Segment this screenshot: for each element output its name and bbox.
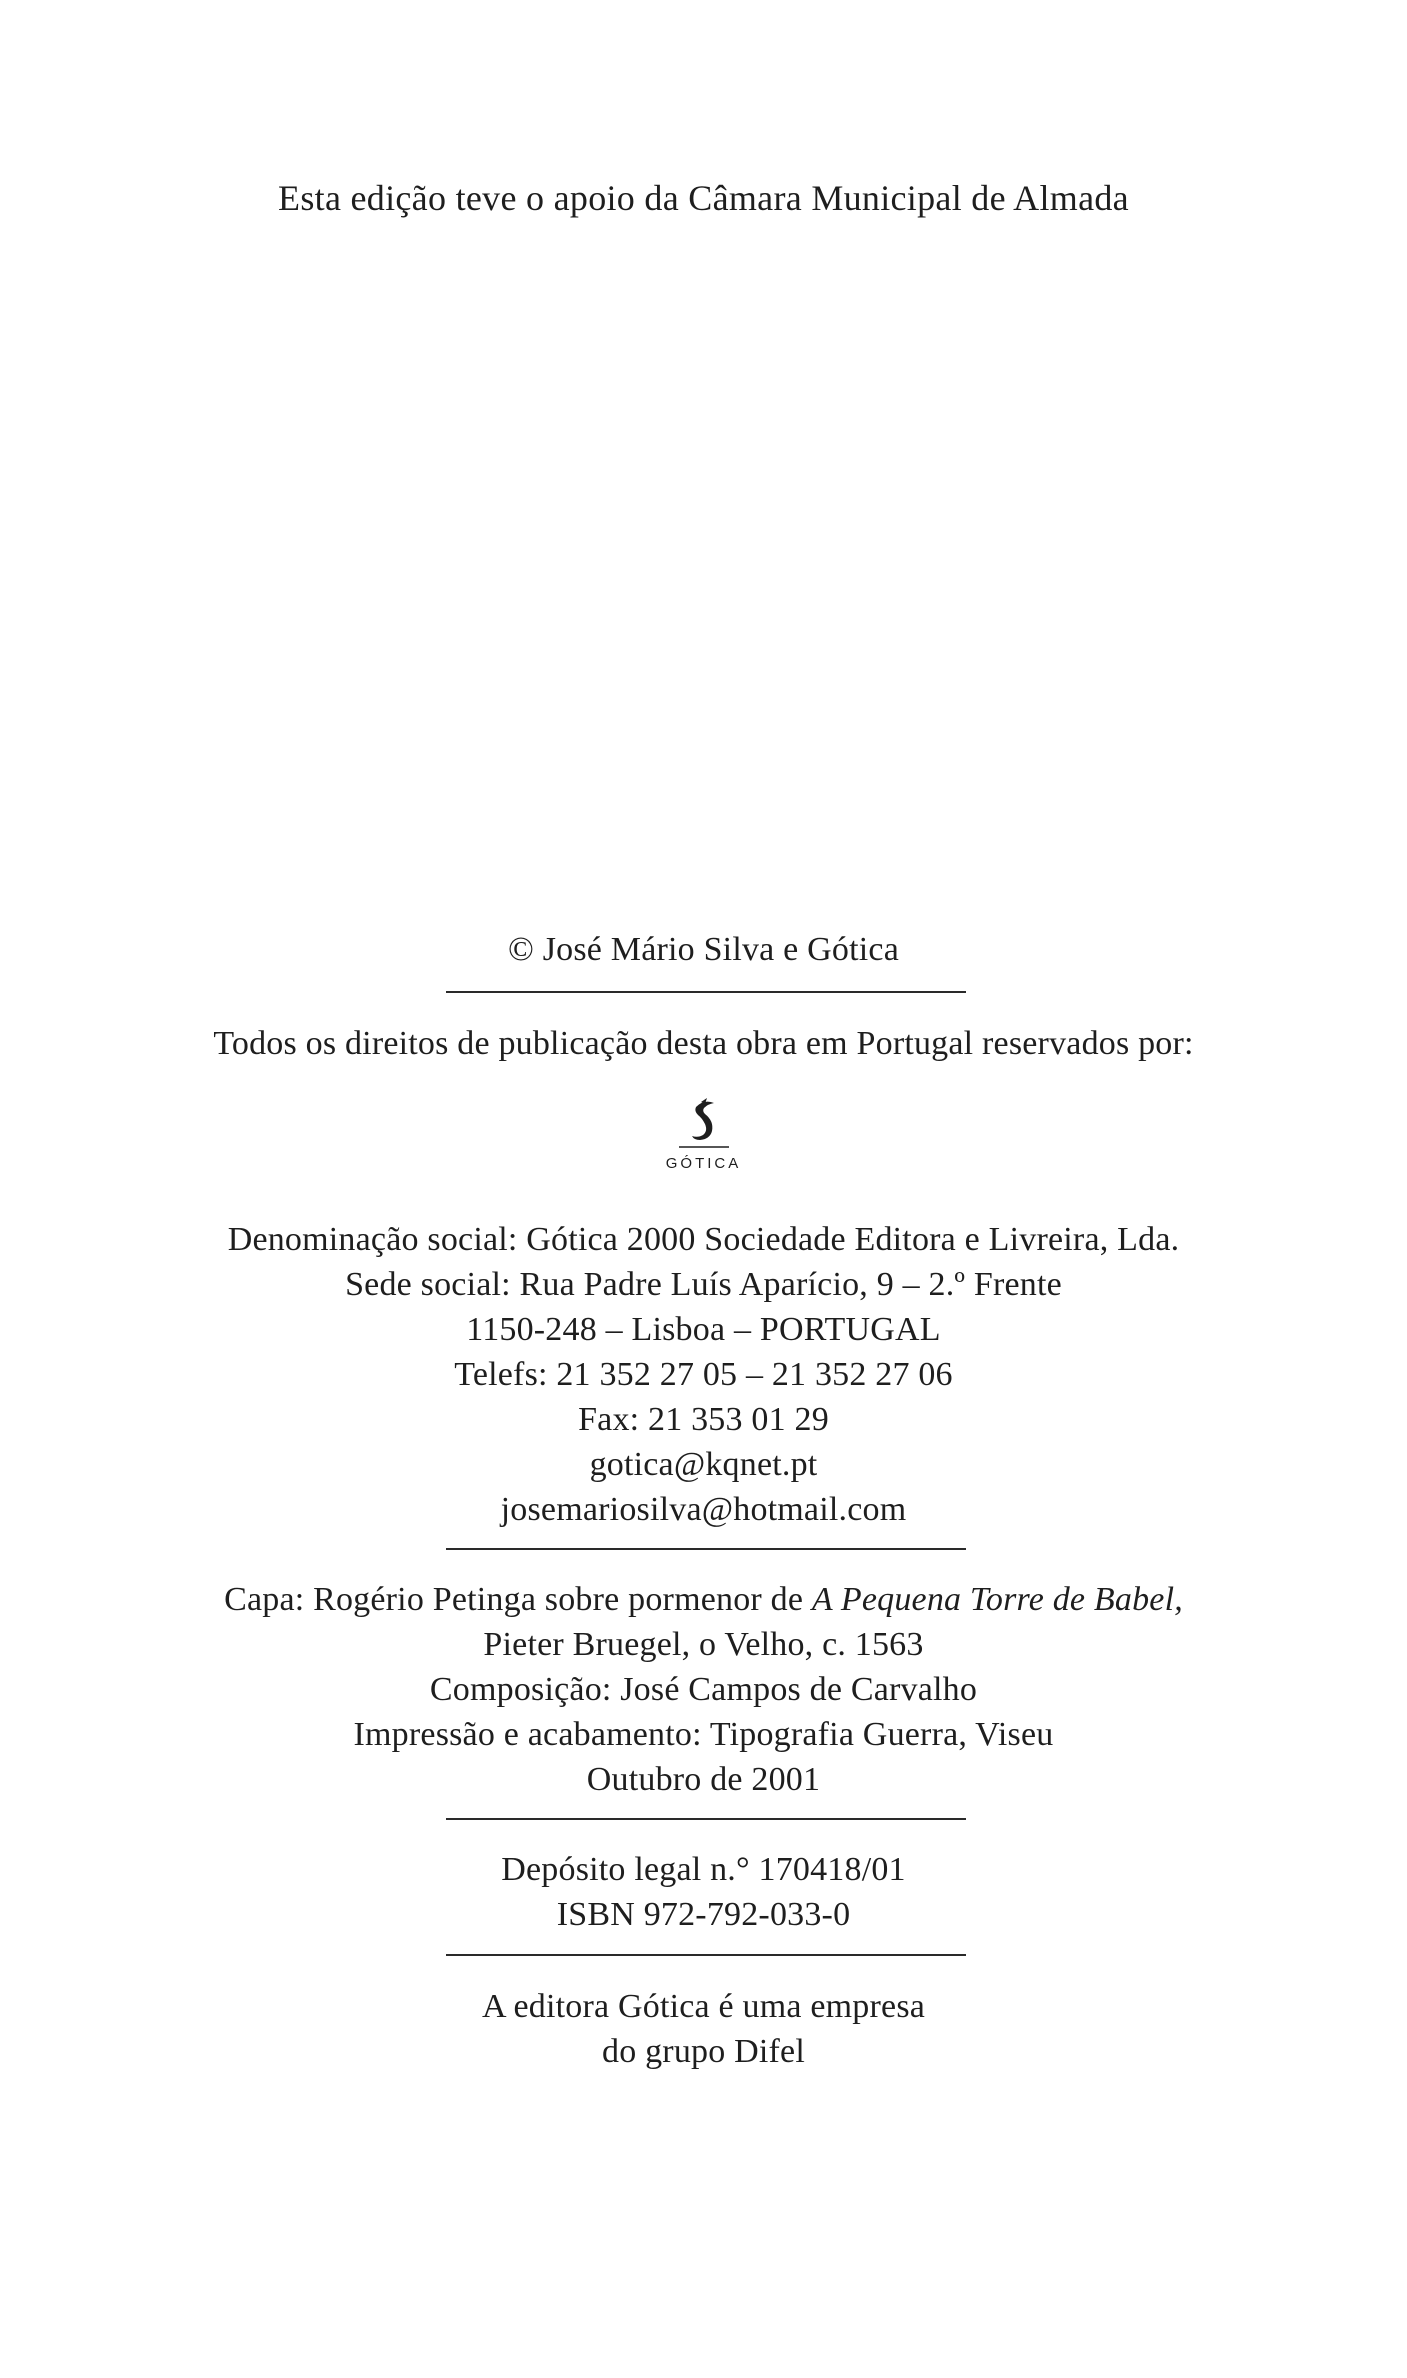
gotica-logo-icon bbox=[0, 1095, 1407, 1158]
cover-credit bbox=[0, 1580, 1407, 1620]
publisher-info-line: Sede social: Rua Padre Luís Aparício, 9 – 2.º Frente bbox=[345, 1266, 1062, 1303]
divider-2 bbox=[446, 1548, 966, 1550]
isbn: ISBN 972-792-033-0 bbox=[556, 1896, 851, 1933]
cover-credit-title: A Pequena Torre de Babel, bbox=[811, 1581, 1183, 1618]
edition-date: Outubro de 2001 bbox=[586, 1761, 821, 1798]
cover-artist: Pieter Bruegel, o Velho, c. 1563 bbox=[483, 1626, 924, 1663]
publisher-info-line: Denominação social: Gótica 2000 Sociedade Editora e Livreira, Lda. bbox=[227, 1221, 1180, 1258]
cover-credit-prefix: Capa: Rogério Petinga sobre pormenor de bbox=[224, 1581, 812, 1618]
legal-deposit: Depósito legal n.° 170418/01 bbox=[501, 1851, 906, 1888]
printing-credit: Impressão e acabamento: Tipografia Guerra, Viseu bbox=[353, 1716, 1054, 1753]
composition-credit: Composição: José Campos de Carvalho bbox=[429, 1671, 978, 1708]
author-email: josemariosilva@hotmail.com bbox=[500, 1491, 907, 1528]
divider-1 bbox=[446, 991, 966, 993]
divider-4 bbox=[446, 1954, 966, 1956]
rights-line: Todos os direitos de publicação desta obra em Portugal reservados por: bbox=[213, 1025, 1194, 1062]
publisher-info-line: Fax: 21 353 01 29 bbox=[578, 1401, 829, 1438]
support-line: Esta edição teve o apoio da Câmara Municipal de Almada bbox=[278, 178, 1129, 218]
divider-3 bbox=[446, 1818, 966, 1820]
group-note: A editora Gótica é uma empresa bbox=[481, 1988, 926, 2025]
gotica-logo-text: GÓTICA bbox=[665, 1155, 742, 1172]
copyright-line: © José Mário Silva e Gótica bbox=[508, 931, 899, 968]
publisher-email: gotica@kqnet.pt bbox=[589, 1446, 818, 1483]
group-note: do grupo Difel bbox=[602, 2033, 805, 2070]
publisher-info-line: 1150-248 – Lisboa – PORTUGAL bbox=[466, 1311, 941, 1348]
publisher-info-line: Telefs: 21 352 27 05 – 21 352 27 06 bbox=[454, 1356, 953, 1393]
